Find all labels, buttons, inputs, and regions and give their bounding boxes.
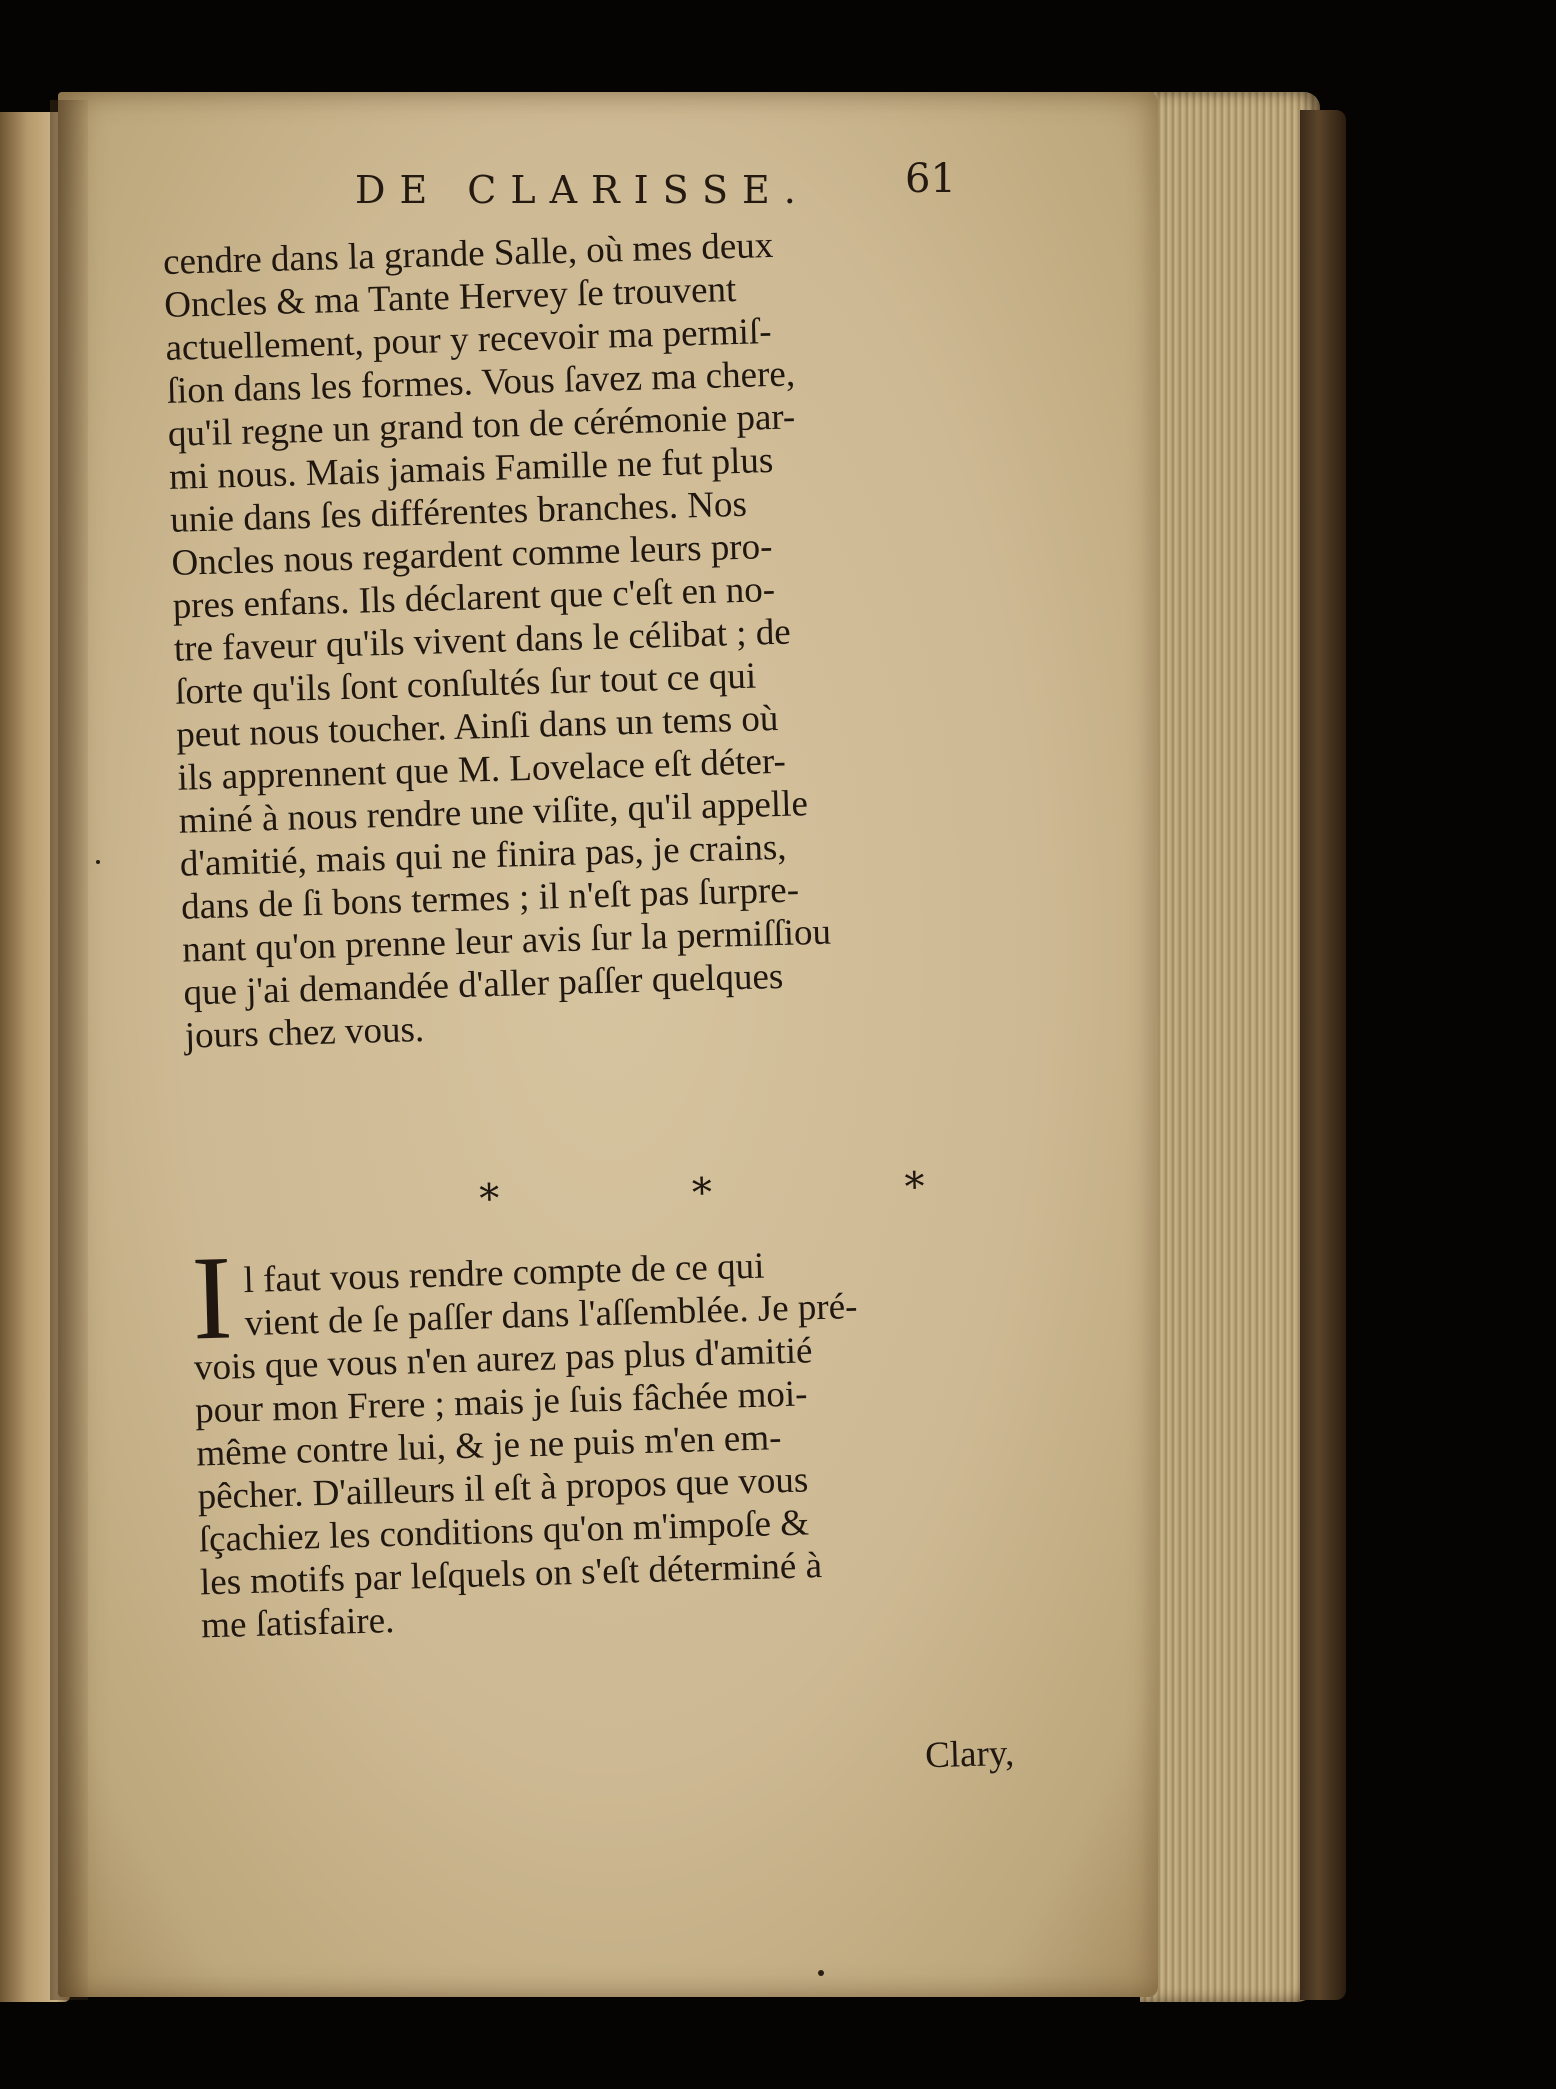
book-cover-edge: [1300, 110, 1346, 2000]
text-line: ſion dans les formes. Vous ſavez ma chere,: [166, 353, 796, 412]
text-line: unie dans ſes différentes branches. Nos: [169, 483, 748, 541]
section-separator: * * *: [478, 1161, 1016, 1223]
text-line: actuellement, pour y recevoir ma permiſ-: [164, 311, 773, 369]
text-line: me ſatisfaire.: [200, 1600, 395, 1647]
text-line: dans de ſi bons termes ; il n'eſt pas ſurpre-: [180, 869, 800, 928]
text-line: Oncles & ma Tante Hervey ſe trouvent: [163, 268, 737, 326]
text-line: vient de ſe paſſer dans l'aſſemblée. Je pré-: [244, 1285, 858, 1345]
page-block-edges: [1140, 92, 1320, 2002]
text-line: que j'ai demandée d'aller paſſer quelques: [182, 955, 784, 1014]
text-line: peut nous toucher. Ainſi dans un tems où: [175, 697, 779, 756]
text-line: même contre lui, & je ne puis m'en em-: [195, 1417, 782, 1475]
text-line: pres enfans. Ils déclarent que c'eſt en no-: [172, 569, 776, 627]
text-line: mi nous. Mais jamais Famille ne fut plus: [168, 440, 774, 498]
paper-speck: [96, 860, 100, 864]
text-line: l faut vous rendre compte de ce qui: [243, 1245, 765, 1302]
text-line: pour mon Frere ; mais je ſuis fâchée moi-: [194, 1373, 808, 1432]
book-gutter: [50, 100, 88, 2000]
text-line: ils apprennent que M. Lovelace eſt déter-: [176, 740, 787, 799]
text-line: miné à nous rendre une viſite, qu'il appelle: [178, 783, 809, 842]
text-line: qu'il regne un grand ton de cérémonie par-: [167, 396, 796, 455]
text-line: les motifs par leſquels on s'eſt déterminé à: [199, 1545, 823, 1604]
text-line: vois que vous n'en aurez pas plus d'amitié: [193, 1330, 813, 1389]
text-line: ſorte qu'ils ſont conſultés ſur tout ce qui: [174, 655, 757, 713]
catchword: Clary,: [924, 1732, 1015, 1777]
text-line: tre faveur qu'ils vivent dans le célibat ; de: [173, 611, 792, 670]
drop-cap: I: [190, 1230, 234, 1365]
text-line: cendre dans la grande Salle, où mes deux: [162, 224, 774, 283]
text-line: ſçachiez les conditions qu'on m'impoſe &: [198, 1502, 810, 1561]
running-head: DE CLARISSE.: [355, 168, 810, 212]
page-number: 61: [905, 156, 956, 202]
text-line: nant qu'on prenne leur avis ſur la permiſſiou: [181, 911, 832, 971]
text-line: Oncles nous regardent comme leurs pro-: [170, 526, 773, 584]
paper-speck: [818, 1970, 824, 1976]
text-line: pêcher. D'ailleurs il eſt à propos que vous: [197, 1459, 809, 1518]
page-header: [185, 150, 955, 210]
text-line: d'amitié, mais qui ne finira pas, je crains,: [179, 826, 788, 885]
text-line: jours chez vous.: [184, 1008, 425, 1057]
